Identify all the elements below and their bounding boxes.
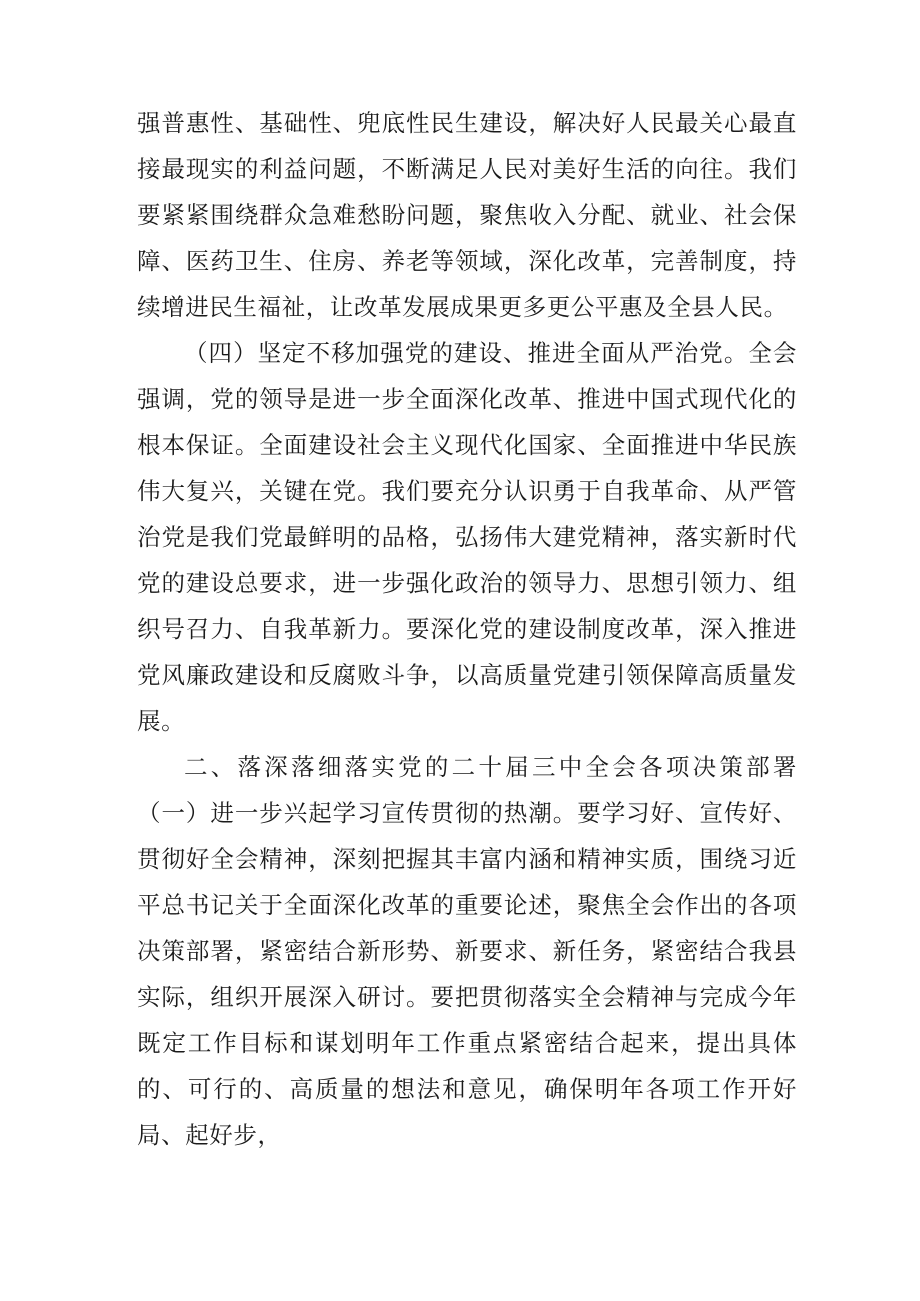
document-body — [137, 100, 797, 1158]
paragraph-livelihood: 强普惠性、基础性、兜底性民生建设，解决好人民最关心最直接最现实的利益问题，不断满足人民对美好生活的向往。我们要紧紧围绕群众急难愁盼问题，聚焦收入分配、就业、社会保障、医药卫生、住房、养老等领域，深化改革，完善制度，持续增进民生福祉，让改革发展成果更多更公平惠及全县人民。 — [137, 109, 797, 321]
paragraph-implementation: 二、落深落细落实党的二十届三中全会各项决策部署（一）进一步兴起学习宣传贯彻的热潮。要学习好、宣传好、贯彻好全会精神，深刻把握其丰富内涵和精神实质，围绕习近平总书记关于全面深化改革的重要论述，聚焦全会作出的各项决策部署，紧密结合新形势、新要求、新任务，紧密结合我县实际，组织开展深入研讨。要把贯彻落实全会精神与完成今年既定工作目标和谋划明年工作重点紧密结合起来，提出具体的、可行的、高质量的想法和意见，确保明年各项工作开好局、起好步， — [137, 753, 797, 1149]
paragraph-party-building: （四）坚定不移加强党的建设、推进全面从严治党。全会强调，党的领导是进一步全面深化改革、推进中国式现代化的根本保证。全面建设社会主义现代化国家、全面推进中华民族伟大复兴，关键在党。我们要充分认识勇于自我革命、从严管治党是我们党最鲜明的品格，弘扬伟大建党精神，落实新时代党的建设总要求，进一步强化政治的领导力、思想引领力、组织号召力、自我革新力。要深化党的建设制度改革，深入推进党风廉政建设和反腐败斗争，以高质量党建引领保障高质量发展。 — [137, 339, 797, 735]
